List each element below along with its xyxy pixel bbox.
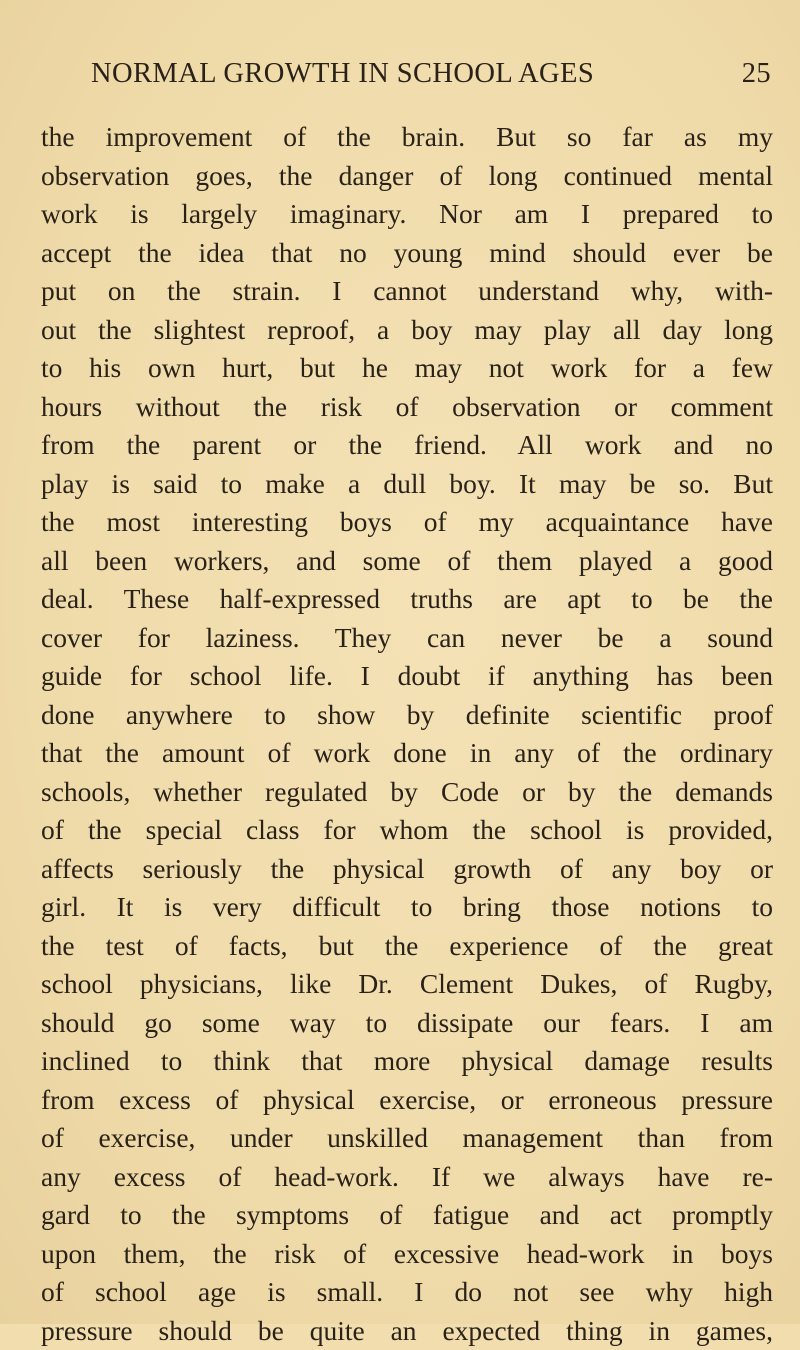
text-line: pressure should be quite an expected thing in games,	[41, 1312, 773, 1350]
text-line: should go some way to dissipate our fears. I am	[41, 1004, 773, 1043]
text-line: inclined to think that more physical damage results	[41, 1042, 773, 1081]
text-line: work is largely imaginary. Nor am I prepared to	[41, 195, 773, 234]
text-line: from the parent or the friend. All work and no	[41, 426, 773, 465]
text-line: the improvement of the brain. But so far as my	[41, 118, 773, 157]
text-line: the most interesting boys of my acquaintance have	[41, 503, 773, 542]
text-line: affects seriously the physical growth of any boy or	[41, 850, 773, 889]
body-text	[41, 118, 773, 1350]
text-line: school physicians, like Dr. Clement Dukes, of Rugby,	[41, 965, 773, 1004]
running-head-title: NORMAL GROWTH IN SCHOOL AGES	[91, 58, 594, 90]
text-line: girl. It is very difficult to bring those notions to	[41, 888, 773, 927]
text-line: play is said to make a dull boy. It may be so. But	[41, 465, 773, 504]
text-line: done anywhere to show by definite scientific proof	[41, 696, 773, 735]
running-head	[91, 58, 771, 94]
text-line: of school age is small. I do not see why high	[41, 1273, 773, 1312]
text-line: accept the idea that no young mind should ever be	[41, 234, 773, 273]
text-line: cover for laziness. They can never be a sound	[41, 619, 773, 658]
text-line: all been workers, and some of them played a good	[41, 542, 773, 581]
text-line: of the special class for whom the school is provided,	[41, 811, 773, 850]
text-line: gard to the symptoms of fatigue and act promptly	[41, 1196, 773, 1235]
text-line: of exercise, under unskilled management than from	[41, 1119, 773, 1158]
text-line: out the slightest reproof, a boy may play all day long	[41, 311, 773, 350]
text-line: observation goes, the danger of long continued mental	[41, 157, 773, 196]
page-number: 25	[742, 58, 771, 90]
text-line: that the amount of work done in any of the ordinary	[41, 734, 773, 773]
text-line: any excess of head-work. If we always have re-	[41, 1158, 773, 1197]
text-line: from excess of physical exercise, or erroneous pressure	[41, 1081, 773, 1120]
text-line: upon them, the risk of excessive head-work in boys	[41, 1235, 773, 1274]
text-line: guide for school life. I doubt if anything has been	[41, 657, 773, 696]
text-line: deal. These half-expressed truths are apt to be the	[41, 580, 773, 619]
text-line: to his own hurt, but he may not work for a few	[41, 349, 773, 388]
text-line: schools, whether regulated by Code or by the demands	[41, 773, 773, 812]
text-line: the test of facts, but the experience of the great	[41, 927, 773, 966]
text-line: hours without the risk of observation or comment	[41, 388, 773, 427]
text-line: put on the strain. I cannot understand why, with-	[41, 272, 773, 311]
